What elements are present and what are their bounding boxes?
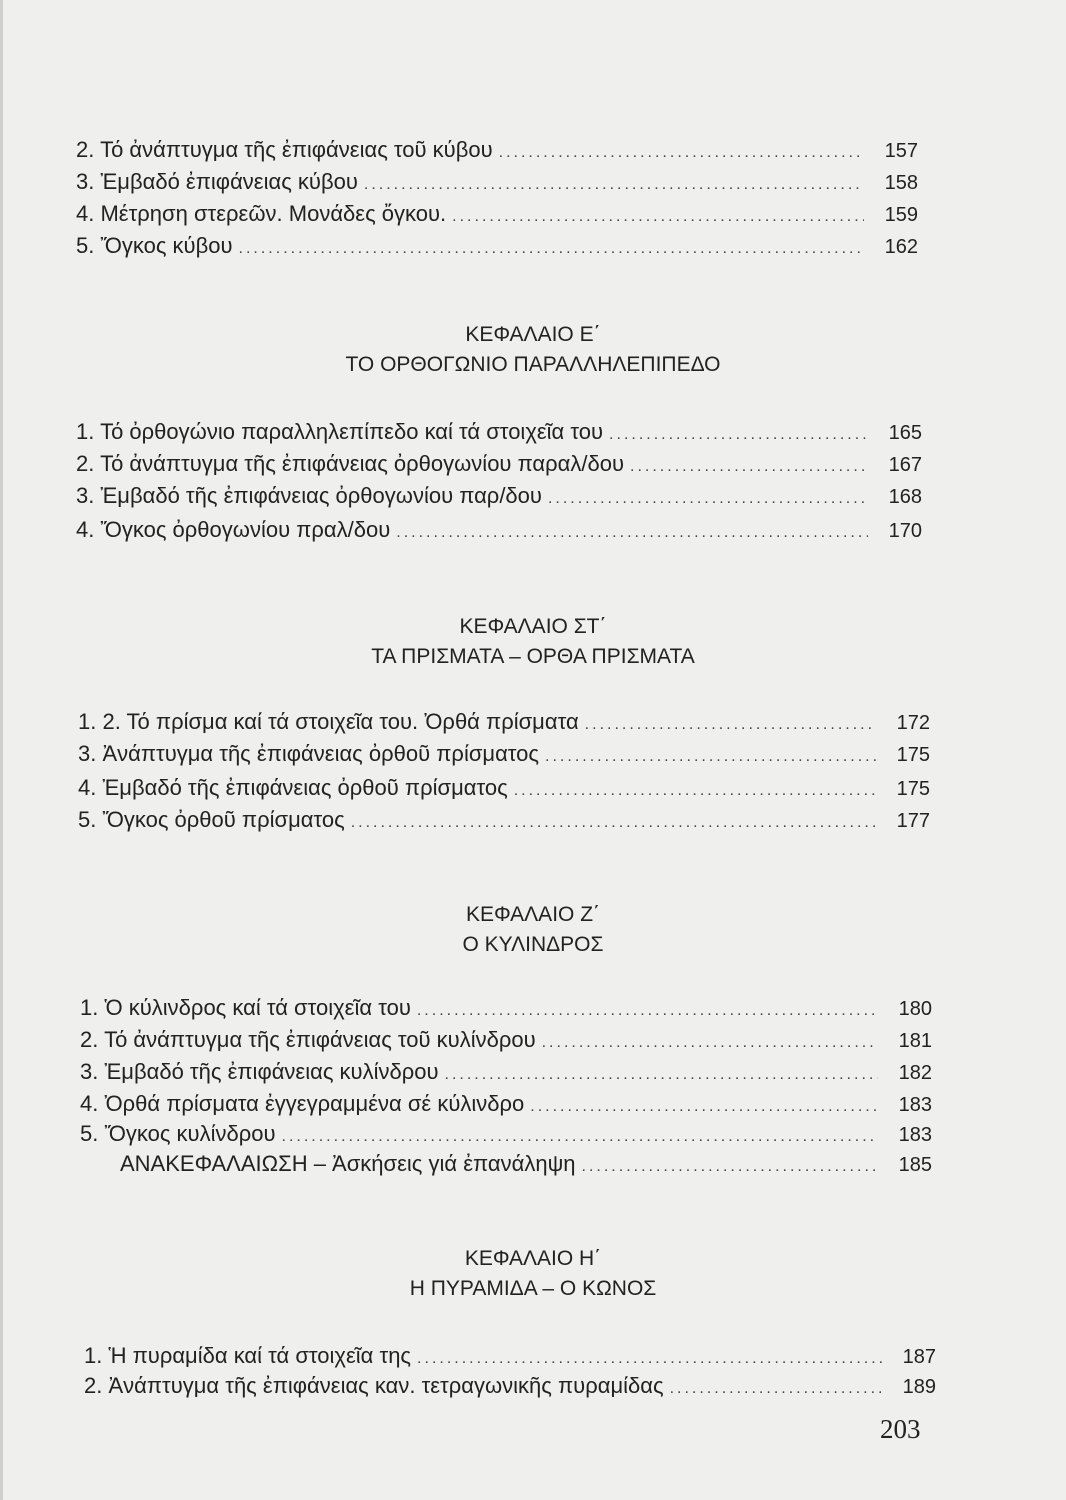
toc-entry-label: 2. Τό ἀνάπτυγμα τῆς ἐπιφάνειας τοῦ κυλίνδρου [80, 1027, 536, 1052]
leader-dots [239, 235, 864, 263]
toc-entry [84, 1372, 936, 1403]
toc-entry-label: 3. Ἀνάπτυγμα τῆς ἐπιφάνειας ὀρθοῦ πρίσματος [78, 741, 540, 766]
chapter-heading [0, 320, 1066, 380]
toc-entry-label: 1. Ἡ πυραμίδα καί τά στοιχεῖα της [84, 1343, 412, 1368]
toc-entry-page: 175 [896, 778, 930, 800]
toc-entry-label: 5. Ὄγκος κυλίνδρου [80, 1121, 276, 1146]
toc-entry-page: 157 [884, 140, 918, 162]
toc-entry-review [120, 1150, 932, 1181]
toc-entry-page: 158 [884, 172, 918, 194]
chapter-number: ΚΕΦΑΛΑΙΟ Ε΄ [465, 323, 601, 346]
toc-entry [78, 774, 930, 805]
chapter-title: Ο ΚΥΛΙΝΔΡΟΣ [462, 933, 604, 956]
toc-entry-label: 4. Ἐμβαδό τῆς ἐπιφάνειας ὀρθοῦ πρίσματος [78, 775, 508, 800]
chapter-heading [0, 900, 1066, 960]
toc-entry-label: 3. Ἐμβαδό τῆς ἐπιφάνειας κυλίνδρου [80, 1059, 439, 1084]
leader-dots [582, 1153, 878, 1181]
toc-entry-page: 189 [902, 1376, 936, 1398]
toc-entry [80, 1120, 932, 1151]
chapter-title: ΤΑ ΠΡΙΣΜΑΤΑ – ΟΡΘΑ ΠΡΙΣΜΑΤΑ [371, 645, 695, 668]
toc-entry-label: ΑΝΑΚΕΦΑΛΑΙΩΣΗ – Ἀσκήσεις γιά ἐπανάληψη [120, 1151, 576, 1176]
leader-dots [609, 421, 868, 449]
chapter-heading [0, 1244, 1066, 1304]
chapter-title: Η ΠΥΡΑΜΙΔΑ – Ο ΚΩΝΟΣ [409, 1277, 657, 1300]
toc-entry-page: 187 [902, 1346, 936, 1368]
leader-dots [542, 1029, 878, 1057]
chapter-number: ΚΕΦΑΛΑΙΟ ΣΤ΄ [459, 615, 607, 638]
toc-entry-page: 182 [898, 1062, 932, 1084]
toc-entry [76, 200, 918, 231]
toc-entry-page: 168 [888, 486, 922, 508]
leader-dots [445, 1061, 879, 1089]
toc-entry-label: 2. Τό ἀνάπτυγμα τῆς ἐπιφάνειας τοῦ κύβου [76, 137, 493, 162]
leader-dots [417, 1345, 882, 1373]
toc-entry [76, 168, 918, 199]
leader-dots [548, 485, 868, 513]
toc-entry-label: 4. Ὀρθά πρίσματα ἐγγεγραμμένα σέ κύλινδρο [80, 1091, 525, 1116]
leader-dots [585, 711, 876, 739]
leader-dots [452, 203, 864, 231]
chapter-title: ΤΟ ΟΡΘΟΓΩΝΙΟ ΠΑΡΑΛΛΗΛΕΠΙΠΕΔΟ [345, 353, 721, 376]
toc-entry-label: 2. Ἀνάπτυγμα τῆς ἐπιφάνειας καν. τετραγωνικῆς πυραμίδας [84, 1373, 664, 1398]
toc-entry [80, 1090, 932, 1121]
toc-entry-label: 1. 2. Τό πρίσμα καί τά στοιχεῖα του. Ὀρθά πρίσματα [78, 709, 579, 734]
chapter-heading [0, 612, 1066, 672]
toc-entry [76, 418, 922, 449]
toc-entry-label: 1. Τό ὀρθογώνιο παραλληλεπίπεδο καί τά στοιχεῖα του [76, 419, 604, 444]
toc-entry-label: 3. Ἐμβαδό ἐπιφάνειας κύβου [76, 169, 358, 194]
toc-entry [78, 806, 930, 837]
leader-dots [514, 777, 876, 805]
toc-entry-page: 177 [896, 810, 930, 832]
toc-entry [80, 994, 932, 1025]
toc-entry [76, 482, 922, 513]
toc-entry-page: 170 [888, 520, 922, 542]
page-number: 203 [880, 1414, 921, 1444]
toc-entry-page: 167 [888, 454, 922, 476]
toc-entry-label: 3. Ἐμβαδό τῆς ἐπιφάνειας ὀρθογωνίου παρ/δου [76, 483, 542, 508]
toc-entry-label: 4. Μέτρηση στερεῶν. Μονάδες ὄγκου. [76, 201, 447, 226]
leader-dots [530, 1093, 878, 1121]
toc-entry [78, 740, 930, 771]
toc-entry-label: 4. Ὄγκος ὀρθογωνίου πραλ/δου [76, 517, 391, 542]
leader-dots [545, 743, 876, 771]
chapter-number: ΚΕΦΑΛΑΙΟ Ζ΄ [465, 903, 601, 926]
leader-dots [282, 1123, 879, 1151]
toc-entry [80, 1058, 932, 1089]
toc-entry [80, 1026, 932, 1057]
leader-dots [396, 519, 868, 547]
toc-entry [78, 708, 930, 739]
toc-entry [76, 136, 918, 167]
toc-entry [76, 516, 922, 547]
toc-entry-page: 159 [884, 204, 918, 226]
toc-entry-page: 183 [898, 1124, 932, 1146]
toc-entry [76, 450, 922, 481]
toc-entry-page: 175 [896, 744, 930, 766]
toc-entry-label: 5. Ὄγκος ὀρθοῦ πρίσματος [78, 807, 345, 832]
toc-entry [84, 1342, 936, 1373]
chapter-number: ΚΕΦΑΛΑΙΟ Η΄ [464, 1247, 602, 1270]
leader-dots [499, 139, 864, 167]
toc-entry-page: 180 [898, 998, 932, 1020]
toc-entry-label: 2. Τό ἀνάπτυγμα τῆς ἐπιφάνειας ὀρθογωνίου παραλ/δου [76, 451, 625, 476]
toc-entry-label: 5. Ὄγκος κύβου [76, 233, 233, 258]
toc-entry-page: 162 [884, 236, 918, 258]
toc-entry [76, 232, 918, 263]
toc-entry-page: 185 [898, 1154, 932, 1176]
leader-dots [364, 171, 864, 199]
leader-dots [417, 997, 878, 1025]
toc-entry-page: 165 [888, 422, 922, 444]
toc-entry-page: 183 [898, 1094, 932, 1116]
toc-entry-label: 1. Ὁ κύλινδρος καί τά στοιχεῖα του [80, 995, 411, 1020]
leader-dots [630, 453, 868, 481]
toc-entry-page: 172 [896, 712, 930, 734]
leader-dots [670, 1375, 882, 1403]
toc-entry-page: 181 [898, 1030, 932, 1052]
leader-dots [351, 809, 876, 837]
